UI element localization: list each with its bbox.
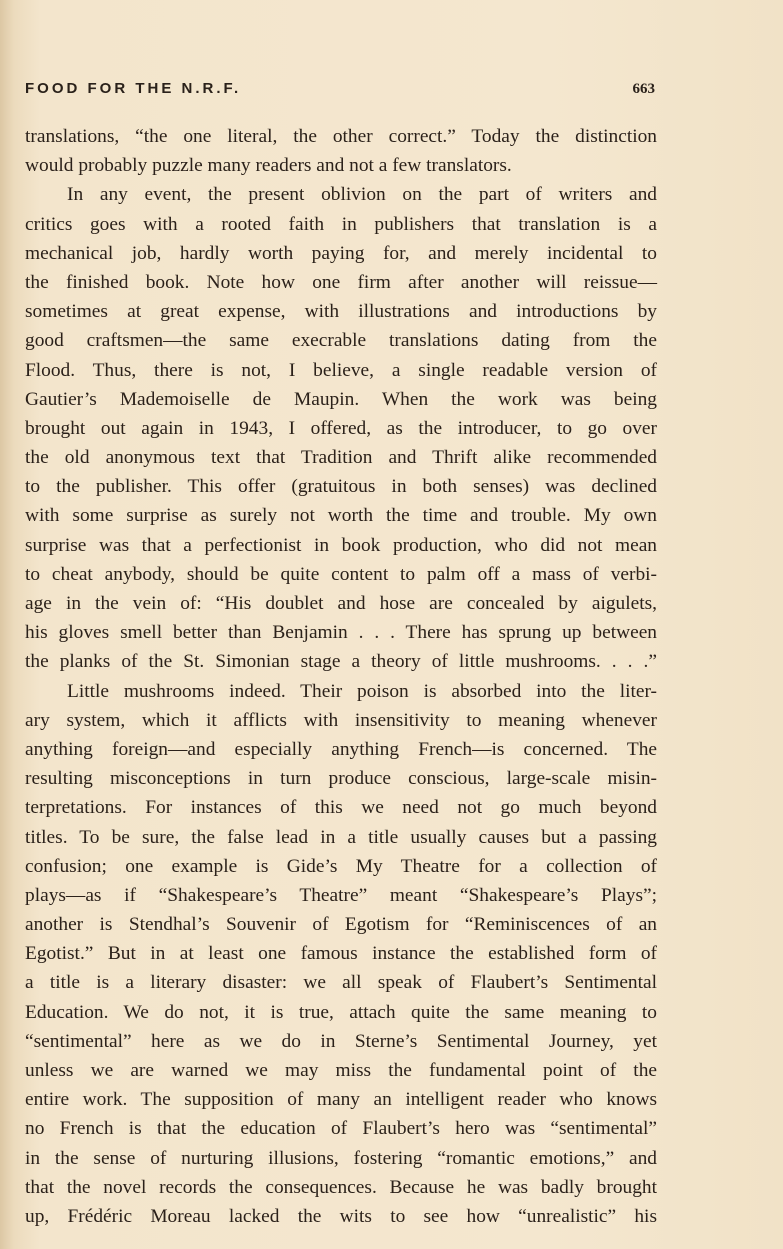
text-line: to cheat anybody, should be quite content to palm off a mass of verbi- [25, 563, 657, 585]
text-line: the old anonymous text that Tradition and Thrift alike recommended [25, 447, 657, 469]
text-line: plays—as if “Shakespeare’s Theatre” meant “Shakespeare’s Plays”; [25, 884, 657, 906]
text-line: sometimes at great expense, with illustrations and introductions by [25, 301, 657, 323]
page-number: 663 [632, 81, 655, 97]
text-line: another is Stendhal’s Souvenir of Egotism for “Reminiscences of an [25, 914, 657, 936]
text-line: critics goes with a rooted faith in publishers that translation is a [25, 213, 657, 235]
text-line: age in the vein of: “His doublet and hose are concealed by aigulets, [25, 593, 657, 614]
text-line: to the publisher. This offer (gratuitous in both senses) was declined [25, 476, 657, 498]
text-line: the finished book. Note how one firm after another will reissue— [25, 271, 657, 293]
text-line: mechanical job, hardly worth paying for, and merely incidental to [25, 242, 657, 264]
text-line: surprise was that a perfectionist in book production, who did not mean [25, 534, 657, 556]
text-line: translations, “the one literal, the other correct.” Today the distinction [25, 126, 657, 147]
body-text [25, 122, 657, 1231]
text-line: anything foreign—and especially anything French—is concerned. The [25, 738, 657, 760]
text-line: in the sense of nurturing illusions, fostering “romantic emotions,” and [25, 1147, 657, 1169]
text-line: Flood. Thus, there is not, I believe, a single readable version of [25, 359, 657, 381]
text-line: Little mushrooms indeed. Their poison is absorbed into the liter- [67, 680, 657, 702]
text-line: Gautier’s Mademoiselle de Maupin. When the work was being [25, 388, 657, 410]
text-line: ary system, which it afflicts with insensitivity to meaning whenever [25, 709, 657, 731]
text-line: titles. To be sure, the false lead in a title usually causes but a passing [25, 826, 657, 848]
text-line: no French is that the education of Flaubert’s hero was “sentimental” [25, 1118, 657, 1140]
text-line: In any event, the present oblivion on the part of writers and [67, 184, 657, 206]
text-line: his gloves smell better than Benjamin . . . There has sprung up between [25, 622, 657, 644]
text-line: would probably puzzle many readers and not a few translators. [25, 155, 512, 177]
text-line: unless we are warned we may miss the fundamental point of the [25, 1060, 657, 1081]
text-line: confusion; one example is Gide’s My Theatre for a collection of [25, 855, 657, 877]
text-line: brought out again in 1943, I offered, as the introducer, to go over [25, 417, 657, 439]
text-line: good craftsmen—the same execrable translations dating from the [25, 330, 657, 352]
running-head: FOOD FOR THE N.R.F. [25, 80, 242, 97]
text-line: with some surprise as surely not worth the time and trouble. My own [25, 505, 657, 527]
text-line: resulting misconceptions in turn produce conscious, large-scale misin- [25, 768, 657, 790]
text-line: entire work. The supposition of many an intelligent reader who knows [25, 1089, 657, 1111]
text-line: the planks of the St. Simonian stage a theory of little mushrooms. . . .” [25, 651, 657, 673]
text-line: up, Frédéric Moreau lacked the wits to see how “unrealistic” his [25, 1205, 657, 1227]
text-line: terpretations. For instances of this we need not go much beyond [25, 797, 657, 819]
text-line: that the novel records the consequences. Because he was badly brought [25, 1176, 657, 1198]
text-line: “sentimental” here as we do in Sterne’s Sentimental Journey, yet [25, 1030, 657, 1052]
text-line: Education. We do not, it is true, attach quite the same meaning to [25, 1001, 657, 1023]
page-header [25, 80, 655, 102]
text-line: Egotist.” But in at least one famous instance the established form of [25, 943, 657, 965]
text-line: a title is a literary disaster: we all speak of Flaubert’s Sentimental [25, 972, 657, 994]
